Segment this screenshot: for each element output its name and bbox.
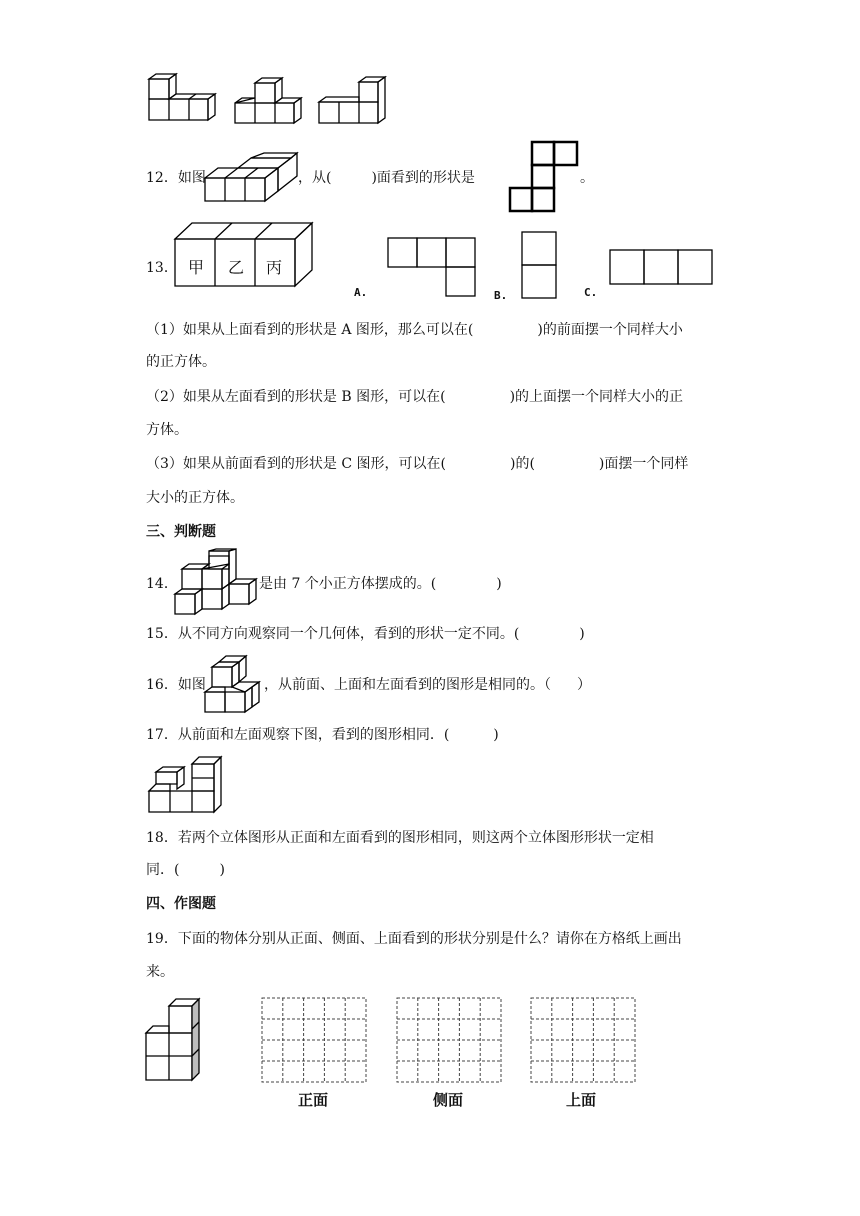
q19-grid-top (530, 997, 636, 1083)
q17-cube-figure (146, 754, 226, 816)
q16-statement: ，从前面、上面和左面看到的图形是相同的。（ (264, 677, 551, 693)
q13-option-b-label: B. (494, 289, 508, 302)
q16-prefix: 16．如图 (146, 677, 206, 693)
q12-cube-figure (204, 152, 299, 202)
q13-label-bing: 丙 (266, 258, 283, 277)
q15-close: ) (579, 626, 585, 642)
q12-number: 12． (146, 170, 178, 186)
q14-close: ) (496, 576, 502, 592)
q12-post: )面看到的形状是 (371, 170, 475, 186)
q13-s2-a: （2）如果从左面看到的形状是 B 图形，可以在( (146, 389, 446, 405)
q19-line2: 来。 (146, 964, 174, 980)
q19-line1: 19．下面的物体分别从正面、侧面、上面看到的形状分别是什么？请你在方格纸上画出 (146, 931, 682, 947)
q13-label-yi: 乙 (228, 258, 245, 277)
q14-number: 14． (146, 576, 178, 592)
q12-line (146, 168, 206, 188)
q19-caption-front: 正面 (298, 1091, 329, 1109)
q18-statement-end: 同．( (146, 862, 180, 878)
q15-statement: 15．从不同方向观察同一个几何体，看到的形状一定不同。( (146, 626, 520, 642)
q16-cube-figure (204, 654, 266, 714)
q19-cube-figure (144, 996, 206, 1084)
q12-pre: 如图 (177, 170, 206, 186)
q16-text (264, 675, 591, 695)
q13-s2-line2: 方体。 (146, 422, 188, 438)
q17-line (146, 725, 499, 745)
q13-s1-line2: 的正方体。 (146, 354, 216, 370)
q12-line-rest (298, 168, 475, 188)
q16-close: ） (577, 677, 591, 693)
q13-s3-b: )的( (509, 456, 535, 472)
q13-s1-a: （1）如果从上面看到的形状是 A 图形，那么可以在( (146, 322, 474, 338)
q13-s1-b: )的前面摆一个同样大小 (537, 322, 683, 338)
q19-caption-top: 上面 (566, 1091, 597, 1109)
q13-s3-line2: 大小的正方体。 (146, 490, 244, 506)
q13-s3-line1 (146, 454, 688, 474)
q12-mid: ，从( (298, 170, 332, 186)
q13-number: 13． (146, 260, 178, 276)
q13-label-jia: 甲 (188, 258, 205, 277)
q13-s2-line1 (146, 387, 683, 407)
q13-s3-a: （3）如果从前面看到的形状是 C 图形，可以在( (146, 456, 446, 472)
q12-end: 。 (580, 170, 594, 186)
q12-answer-shape (508, 140, 580, 214)
q15-line (146, 624, 585, 644)
top-cube-figure-3 (318, 76, 388, 126)
section-4-heading: 四、作图题 (146, 896, 216, 912)
q17-statement: 17．从前面和左面观察下图，看到的图形相同．( (146, 727, 450, 743)
q13-option-a-label: A. (354, 286, 368, 299)
q19-grid-front (261, 997, 367, 1083)
q13-option-c-shape (608, 248, 716, 288)
q14-text (259, 574, 502, 594)
q14-cube-figure (174, 548, 260, 616)
q19-grid-side (396, 997, 502, 1083)
q13-option-a-shape (386, 236, 478, 298)
q18-line2 (146, 860, 225, 880)
q13-s3-c: )面摆一个同样 (598, 456, 689, 472)
top-cube-figure-1 (148, 73, 218, 123)
q18-close: ) (219, 862, 225, 878)
q19-caption-side: 侧面 (433, 1091, 464, 1109)
q13-s1-line1 (146, 320, 683, 340)
q14-statement: 是由 7 个小正方体摆成的。( (259, 576, 437, 592)
q13-s2-b: )的上面摆一个同样大小的正 (509, 389, 684, 405)
q13-option-c-label: C. (584, 286, 598, 299)
q18-line1: 18．若两个立体图形从正面和左面看到的图形相同，则这两个立体图形形状一定相 (146, 830, 654, 846)
top-cube-figure-2 (234, 77, 304, 127)
q13-option-b-shape (520, 230, 560, 302)
section-3-heading: 三、判断题 (146, 524, 216, 540)
q17-close: ) (493, 727, 499, 743)
